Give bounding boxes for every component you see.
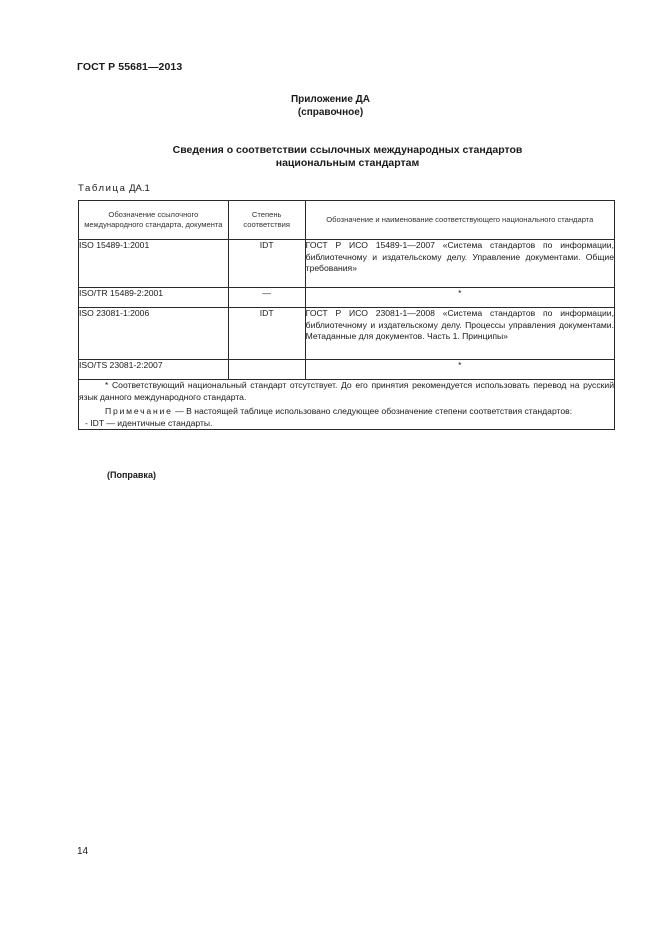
section-title-line-1: Сведения о соответствии ссылочных международных стандартов bbox=[172, 144, 523, 156]
page-number: 14 bbox=[77, 846, 89, 857]
note-label: Примечание bbox=[105, 406, 173, 416]
note-text: — В настоящей таблице использовано следующее обозначение степени соответствия стандартов: bbox=[172, 406, 573, 416]
cell-intl: ISO 23081-1:2006 bbox=[79, 308, 229, 360]
table-row bbox=[79, 360, 615, 380]
cell-national: * bbox=[305, 360, 614, 380]
cell-national: * bbox=[305, 288, 614, 308]
correction-label: (Поправка) bbox=[107, 470, 156, 480]
note bbox=[79, 406, 614, 418]
annex-title: Приложение ДА bbox=[290, 94, 371, 105]
annex-subtitle: (справочное) bbox=[297, 107, 364, 118]
header-international-standard: Обозначение ссылочного международного стандарта, документа bbox=[79, 201, 229, 240]
correspondence-table bbox=[78, 200, 615, 430]
table-row bbox=[79, 308, 615, 360]
document-code: ГОСТ Р 55681—2013 bbox=[77, 61, 183, 73]
table-caption bbox=[78, 183, 150, 194]
cell-intl: ISO/TS 23081-2:2007 bbox=[79, 360, 229, 380]
cell-intl: ISO/TR 15489-2:2001 bbox=[79, 288, 229, 308]
header-national-standard: Обозначение и наименование соответствующего национального стандарта bbox=[305, 201, 614, 240]
annex-heading bbox=[0, 93, 661, 119]
cell-degree: IDT bbox=[228, 308, 305, 360]
table-notes bbox=[79, 380, 615, 430]
table-row bbox=[79, 240, 615, 288]
cell-national: ГОСТ Р ИСО 23081-1—2008 «Система стандартов по информации, библиотечному и издательскому делу. Процессы управления документами. Метаданные для документов. Часть 1. Принципы» bbox=[305, 308, 614, 360]
cell-degree: IDT bbox=[228, 240, 305, 288]
table-notes-row bbox=[79, 380, 615, 430]
section-title bbox=[0, 144, 661, 170]
cell-national: ГОСТ Р ИСО 15489-1—2007 «Система стандартов по информации, библиотечному и издательскому делу. Управление документами. Общие требования» bbox=[305, 240, 614, 288]
cell-intl: ISO 15489-1:2001 bbox=[79, 240, 229, 288]
table-header-row bbox=[79, 201, 615, 240]
cell-degree bbox=[228, 360, 305, 380]
table-caption-word: Таблица bbox=[78, 183, 127, 194]
footnote: * Соответствующий национальный стандарт отсутствует. До его принятия рекомендуется использовать перевод на русский язык данного международного стандарта. bbox=[79, 380, 614, 402]
header-degree: Степень соответствия bbox=[228, 201, 305, 240]
section-title-line-2: национальным стандартам bbox=[275, 157, 420, 169]
table-row bbox=[79, 288, 615, 308]
note-item: - IDT — идентичные стандарты. bbox=[85, 417, 213, 428]
table-caption-number: ДА.1 bbox=[129, 183, 150, 194]
cell-degree: — bbox=[228, 288, 305, 308]
